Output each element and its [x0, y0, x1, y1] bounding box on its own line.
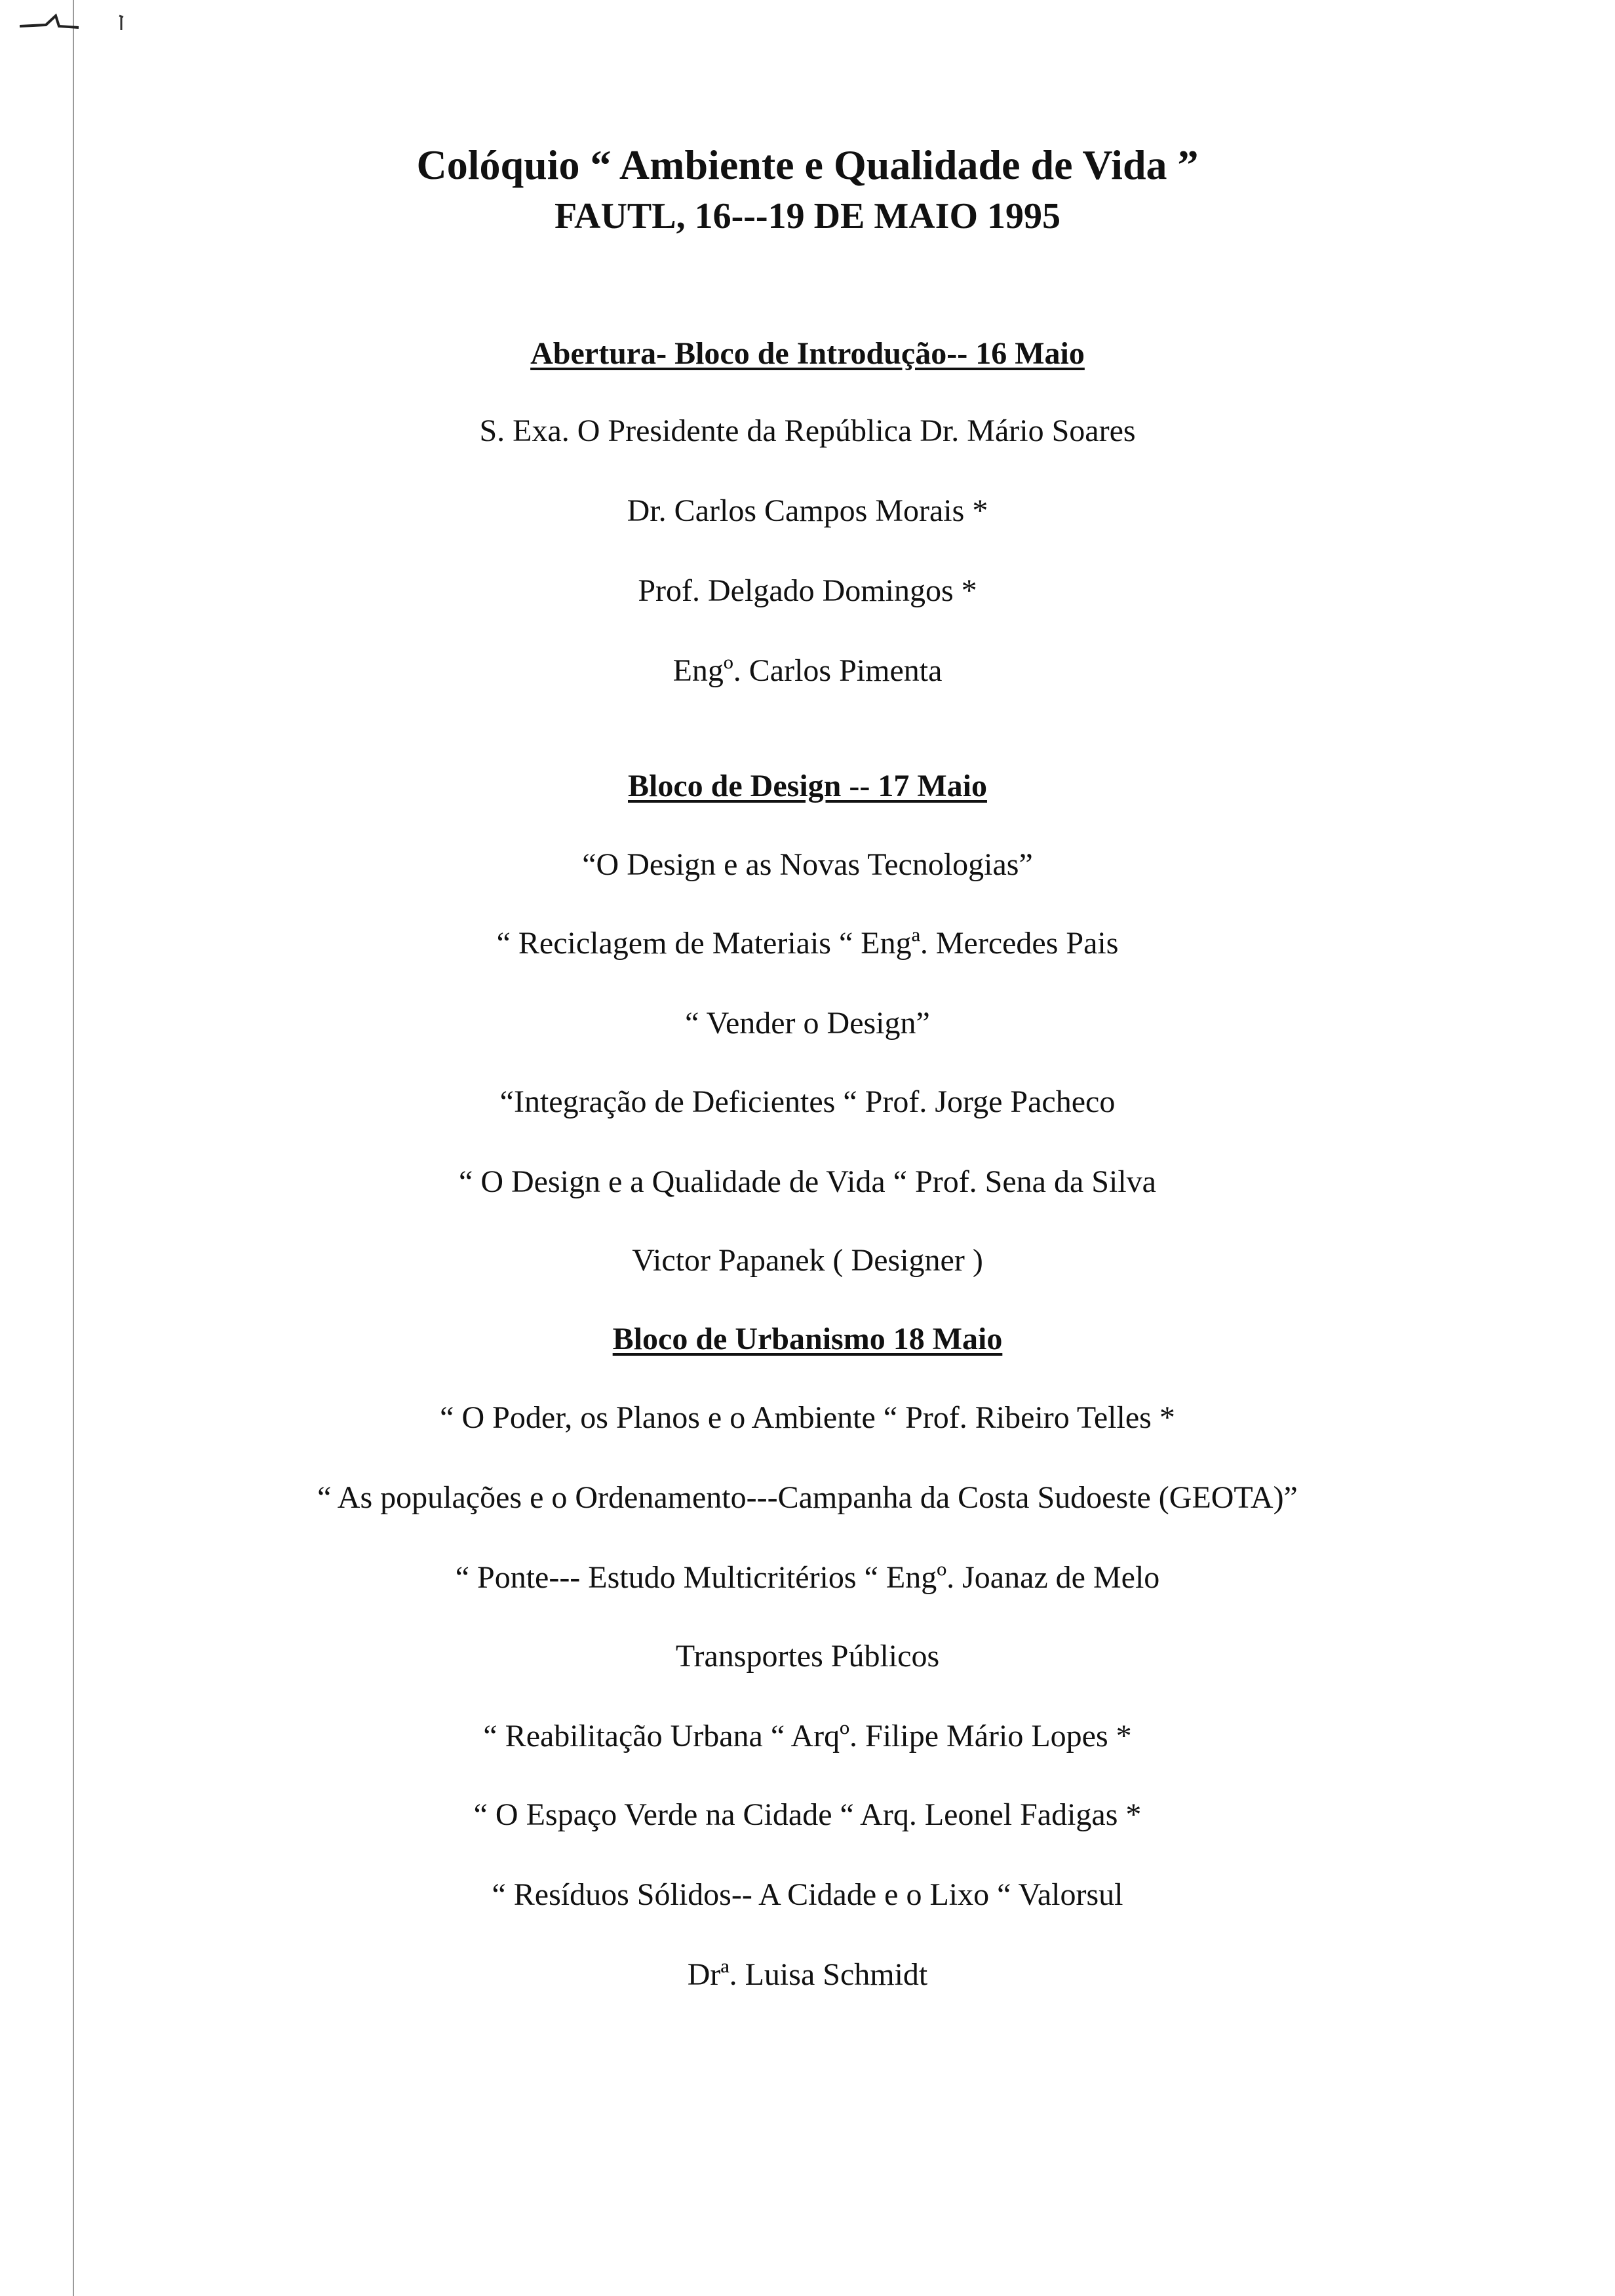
section-heading-design: Bloco de Design -- 17 Maio	[628, 769, 987, 803]
program-item: S. Exa. O Presidente da República Dr. Mário Soares	[479, 413, 1136, 448]
program-item: Dr. Carlos Campos Morais *	[627, 493, 988, 528]
program-item: “ Ponte--- Estudo Multicritérios “ Engº. Joanaz de Melo	[455, 1560, 1160, 1595]
section-heading-opening: Abertura- Bloco de Introdução-- 16 Maio	[530, 336, 1085, 371]
section-heading-urbanism: Bloco de Urbanismo 18 Maio	[612, 1322, 1003, 1356]
program-item: Victor Papanek ( Designer )	[632, 1243, 983, 1278]
program-item: “Integração de Deficientes “ Prof. Jorge Pacheco	[499, 1084, 1116, 1119]
program-item: “ Reciclagem de Materiais “ Engª. Mercedes Pais	[496, 926, 1119, 961]
program-item: “ Vender o Design”	[685, 1006, 930, 1041]
program-item: “ Reabilitação Urbana “ Arqº. Filipe Mário Lopes *	[483, 1719, 1132, 1753]
program-item: Engº. Carlos Pimenta	[672, 653, 943, 688]
document-subtitle: FAUTL, 16---19 DE MAIO 1995	[554, 196, 1061, 237]
program-item: “ O Espaço Verde na Cidade “ Arq. Leonel Fadigas *	[473, 1797, 1142, 1832]
program-item: Prof. Delgado Domingos *	[638, 573, 977, 608]
program-item: “ Resíduos Sólidos-- A Cidade e o Lixo “ Valorsul	[492, 1877, 1123, 1912]
program-item: Transportes Públicos	[675, 1639, 940, 1674]
program-item: Drª. Luisa Schmidt	[687, 1957, 928, 1992]
program-item: “ As populações e o Ordenamento---Campanha da Costa Sudoeste (GEOTA)”	[317, 1480, 1298, 1515]
document-title: Colóquio “ Ambiente e Qualidade de Vida ”	[416, 142, 1199, 188]
program-item: “ O Poder, os Planos e o Ambiente “ Prof. Ribeiro Telles *	[440, 1400, 1175, 1435]
scan-corner-mark	[20, 12, 79, 31]
scan-corner-dot	[118, 14, 125, 31]
program-item: “O Design e as Novas Tecnologias”	[582, 847, 1033, 882]
program-item: “ O Design e a Qualidade de Vida “ Prof. Sena da Silva	[459, 1164, 1156, 1199]
